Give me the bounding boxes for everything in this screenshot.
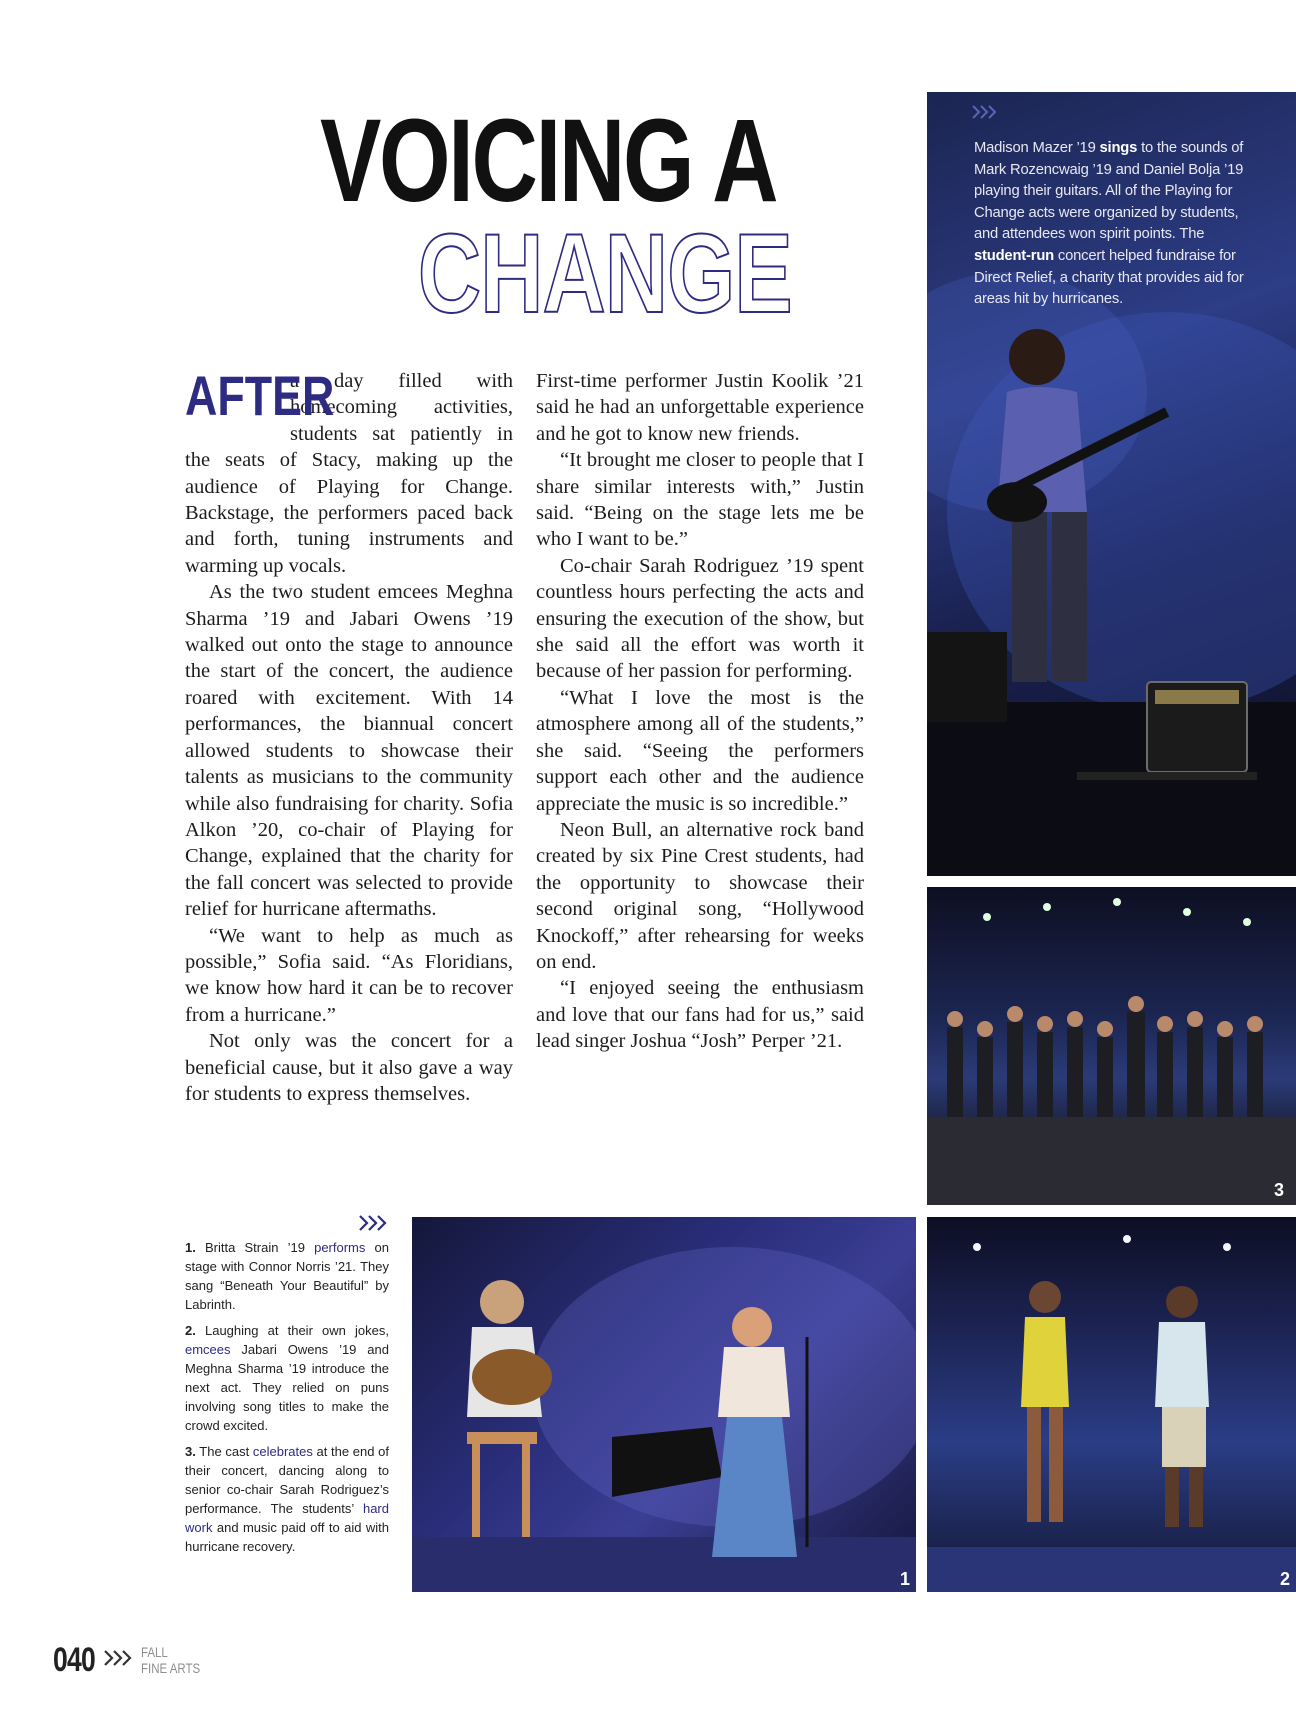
photo-number: 2 bbox=[1279, 1569, 1290, 1589]
article-paragraph: “We want to help as much as possible,” Sofia said. “As Floridians, we know how hard it can be to recover from a hurricane.” bbox=[185, 924, 513, 1026]
article-paragraph: First-time performer Justin Koolik ’21 said he had an unforgettable experience and he got to know new friends. bbox=[536, 370, 864, 445]
article-paragraph: “What I love the most is the atmosphere among all of the students,” she said. “Seeing the performers support each other and the audience appreciate the music is so incredible.” bbox=[536, 686, 864, 815]
chevron-right-icon bbox=[103, 1648, 137, 1668]
caption-1 bbox=[185, 1238, 389, 1314]
drop-word: AFTER bbox=[185, 364, 335, 427]
headline-line-1: VOICING A bbox=[320, 95, 777, 227]
photo-performers-duet bbox=[412, 1217, 916, 1592]
caption-number: 3. bbox=[185, 1444, 196, 1459]
photo-guitarist bbox=[927, 92, 1296, 876]
photo-caption-main bbox=[974, 138, 1254, 311]
caption-number: 2. bbox=[185, 1323, 196, 1338]
caption-text: to the sounds of Mark Rozencwaig ’19 and Daniel Bolja ’19 playing their guitars. All of the Playing for Change acts were organized by students, and attendees won spirit points. The bbox=[974, 140, 1244, 243]
photo-duet-scene bbox=[412, 1217, 916, 1592]
caption-text: on stage with Connor Norris ’21. They sang “Beneath Your Beautiful” by Labrinth. bbox=[185, 1240, 389, 1312]
caption-text: Laughing at their own jokes, bbox=[195, 1323, 389, 1338]
photo-emcees-scene bbox=[927, 1217, 1296, 1592]
caption-3 bbox=[185, 1442, 389, 1556]
section-label-line: FINE ARTS bbox=[141, 1660, 201, 1676]
chevron-right-icon bbox=[971, 104, 1001, 120]
headline-line-2: CHANGE bbox=[418, 211, 792, 336]
article-paragraph bbox=[185, 364, 513, 579]
caption-text: Britta Strain ’19 bbox=[195, 1240, 315, 1255]
article-paragraph: “It brought me closer to people that I share similar interests with,” Justin said. “Being on the stage lets me be who I want to be.” bbox=[536, 449, 864, 551]
photo-cast-scene bbox=[927, 887, 1296, 1205]
section-label-line: FALL bbox=[141, 1644, 168, 1660]
caption-highlight: emcees bbox=[185, 1342, 231, 1357]
article-column-left bbox=[185, 364, 513, 1107]
article-paragraph: “I enjoyed seeing the enthusiasm and love that our fans had for us,” said lead singer Joshua “Josh” Perper ’21. bbox=[536, 977, 864, 1053]
caption-highlight: sings bbox=[1099, 140, 1138, 156]
chevron-right-icon bbox=[358, 1214, 390, 1232]
photo-captions bbox=[185, 1238, 389, 1563]
article-paragraph-text: a day filled with homecoming activities, students sat patiently in the seats of Stacy, making up the audience of Playing for Change. Backstage, the performers paced back and forth, tuning instruments and warming up vocals. bbox=[185, 370, 513, 577]
caption-text: Jabari Owens ’19 and Meghna Sharma ’19 introduce the next act. They relied on puns involving song titles to make the crowd excited. bbox=[185, 1342, 389, 1433]
article-column-right bbox=[536, 368, 864, 1055]
article-paragraph: As the two student emcees Meghna Sharma ’19 and Jabari Owens ’19 walked out onto the stage to announce the start of the concert, the audience roared with excitement. With 14 performances, the biannual concert allowed students to showcase their talents as musicians to the community while also fundraising for charity. Sofia Alkon ’20, co-chair of Playing for Change, explained that the charity for the fall concert was selected to provide relief for hurricane aftermaths. bbox=[185, 581, 513, 921]
caption-text: and music paid off to aid with hurricane recovery. bbox=[185, 1520, 389, 1554]
photo-emcees bbox=[927, 1217, 1296, 1592]
photo-number: 3 bbox=[1273, 1180, 1284, 1200]
caption-highlight: celebrates bbox=[252, 1444, 313, 1459]
caption-number: 1. bbox=[185, 1240, 196, 1255]
caption-text: at the end of their concert, dancing along to senior co-chair Sarah Rodriguez’s performance. The students’ bbox=[185, 1444, 389, 1516]
article-paragraph: Co-chair Sarah Rodriguez ’19 spent countless hours perfecting the acts and ensuring the execution of the show, but she said all the effort was worth it because of her passion for performing. bbox=[536, 554, 864, 683]
caption-text: concert helped fundraise for Direct Relief, a charity that provides aid for areas hit by hurricanes. bbox=[974, 247, 1244, 308]
page-number: 040 bbox=[53, 1641, 95, 1679]
section-label bbox=[141, 1644, 200, 1676]
caption-text: Madison Mazer ’19 bbox=[974, 140, 1100, 156]
photo-cast-celebrates bbox=[927, 887, 1296, 1205]
article-paragraph: Not only was the concert for a beneficial cause, but it also gave a way for students to express themselves. bbox=[185, 1030, 513, 1105]
caption-highlight: hard work bbox=[185, 1501, 389, 1535]
caption-highlight: performs bbox=[314, 1240, 366, 1255]
caption-highlight: student-run bbox=[974, 247, 1054, 264]
article-paragraph: Neon Bull, an alternative rock band created by six Pine Crest students, had the opportunity to showcase their second original song, “Hollywood Knockoff,” after rehearsing for weeks on end. bbox=[536, 818, 864, 973]
photo-number: 1 bbox=[899, 1569, 910, 1589]
caption-2 bbox=[185, 1321, 389, 1435]
caption-text: The cast bbox=[195, 1444, 253, 1459]
